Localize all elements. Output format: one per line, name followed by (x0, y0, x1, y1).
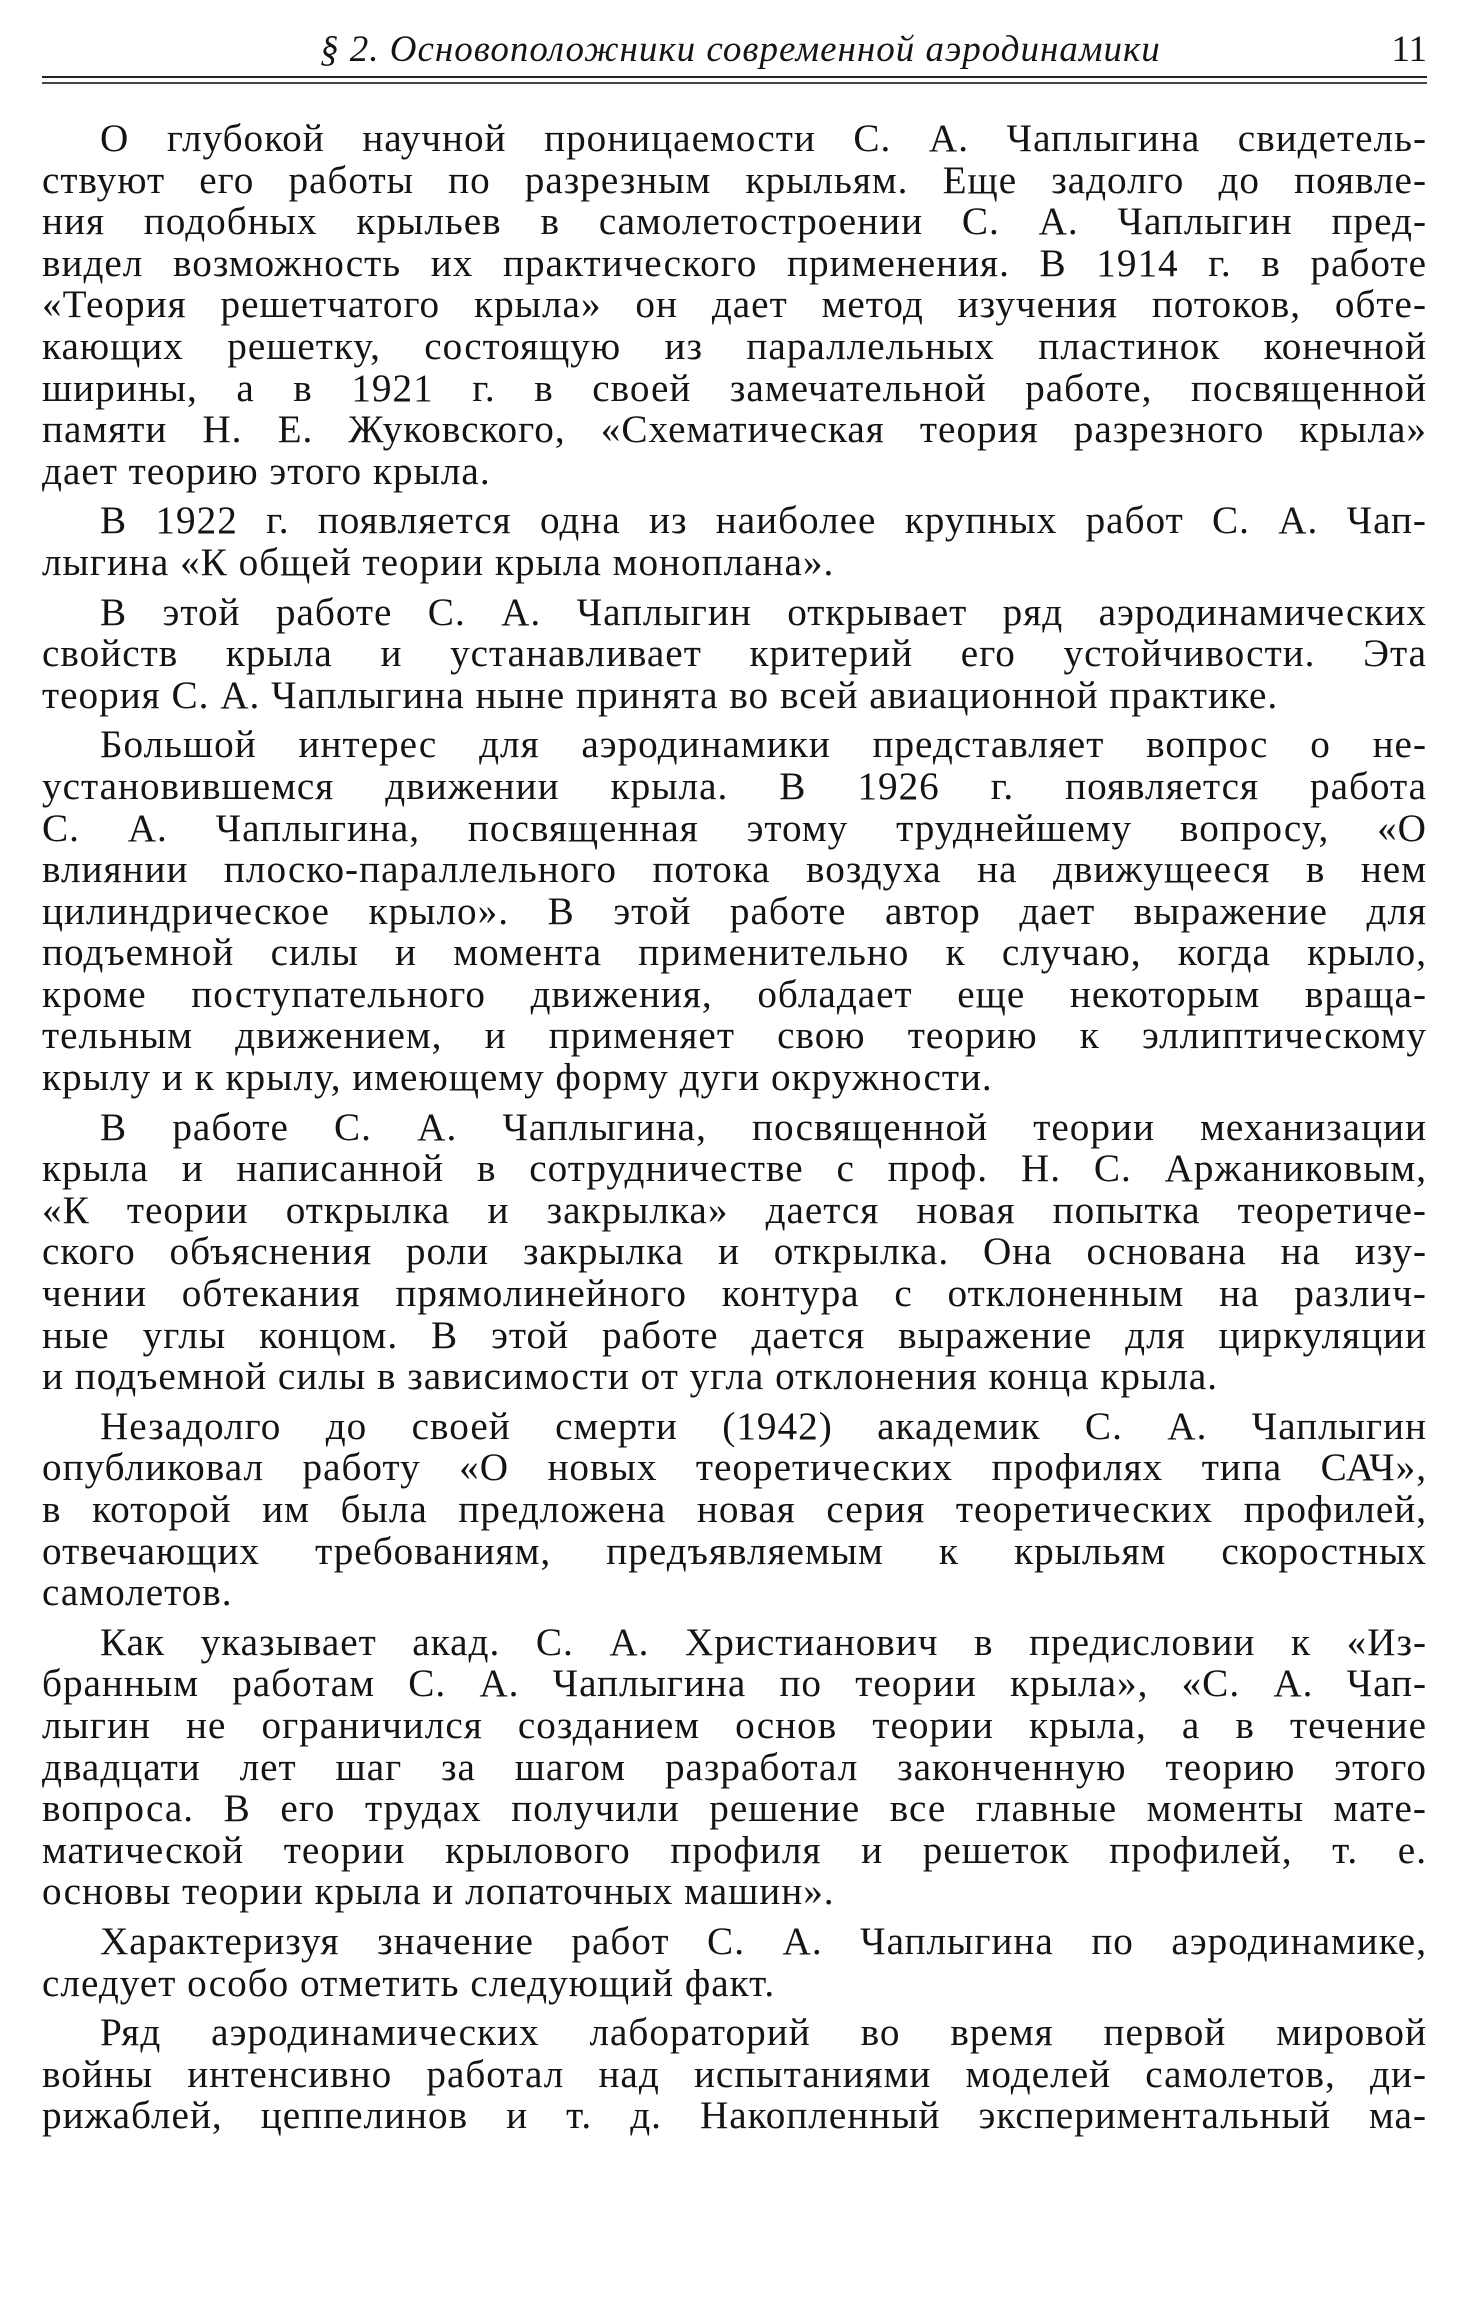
header-rule-double (42, 82, 1427, 84)
text-line: в которой им была предложена новая серия теоретических профилей, (42, 1488, 1427, 1531)
text-line: свойств крыла и устанавливает критерий его устойчивости. Эта (42, 632, 1427, 676)
text-line: следует особо отметить следующий факт. (42, 1961, 776, 2005)
text-line: лыгина «К общей теории крыла моноплана». (42, 540, 835, 584)
paragraph (42, 1921, 1427, 2004)
text-line: подъемной силы и момента применительно к случаю, когда крыло, (42, 931, 1427, 975)
text-line: В работе С. А. Чаплыгина, посвященной теории механизации (100, 1105, 1427, 1149)
text-line: Большой интерес для аэродинамики представляет вопрос о не- (100, 723, 1427, 767)
paragraph (42, 500, 1427, 583)
text-line: В этой работе С. А. Чаплыгин открывает ряд аэродинамических (100, 590, 1427, 634)
text-line: дает теорию этого крыла. (42, 449, 491, 493)
text-line: памяти Н. Е. Жуковского, «Схематическая теория разрезного крыла» (42, 408, 1427, 452)
paragraph (42, 118, 1427, 492)
text-line: Характеризуя значение работ С. А. Чаплыгина по аэродинамике, (100, 1919, 1427, 1963)
text-line: Незадолго до своей смерти (1942) академик С. А. Чаплыгин (100, 1404, 1427, 1448)
text-line: ского объяснения роли закрылка и открылка. Она основана на изу- (42, 1230, 1427, 1274)
text-line: тельным движением, и применяет свою теорию к эллиптическому (42, 1014, 1427, 1058)
text-line: «К теории открылка и закрылка» дается новая попытка теоретиче- (42, 1188, 1427, 1232)
text-line: ствуют его работы по разрезным крыльям. Еще задолго до появле- (42, 158, 1427, 202)
text-line: кающих решетку, состоящую из параллельных пластинок конечной (42, 324, 1427, 368)
text-line: ширины, а в 1921 г. в своей замечательной работе, посвященной (42, 366, 1427, 410)
text-line: теория С. А. Чаплыгина ныне принята во всей авиационной практике. (42, 673, 1279, 717)
text-line: вопроса. В его трудах получили решение все главные моменты мате- (42, 1787, 1427, 1831)
text-line: С. А. Чаплыгина, посвященная этому труднейшему вопросу, «О (42, 806, 1427, 850)
text-line: крыла и написанной в сотрудничестве с проф. Н. С. Аржаниковым, (42, 1147, 1427, 1191)
paragraph (42, 1406, 1427, 1614)
text-line: установившемся движении крыла. В 1926 г. появляется работа (42, 764, 1427, 808)
text-line: самолетов. (42, 1571, 233, 1615)
text-line: О глубокой научной проницаемости С. А. Чаплыгина свидетель- (100, 117, 1427, 160)
text-line: лыгин не ограничился созданием основ теории крыла, а в течение (42, 1703, 1427, 1747)
text-line: бранным работам С. А. Чаплыгина по теории крыла», «С. А. Чап- (42, 1662, 1427, 1706)
text-line: Ряд аэродинамических лабораторий во время первой мировой (100, 2011, 1427, 2055)
body-text (42, 118, 1427, 2145)
running-header (42, 18, 1427, 78)
text-line: видел возможность их практического применения. В 1914 г. в работе (42, 241, 1427, 285)
text-line: опубликовал работу «О новых теоретических профилях типа САЧ», (42, 1446, 1427, 1490)
text-line: кроме поступательного движения, обладает еще некоторым враща- (42, 972, 1427, 1016)
paragraph (42, 2012, 1427, 2137)
page-number: 11 (1391, 29, 1427, 70)
text-line: рижаблей, цеппелинов и т. д. Накопленный экспериментальный ма- (42, 2094, 1427, 2138)
text-line: «Теория решетчатого крыла» он дает метод изучения потоков, обте- (42, 283, 1427, 327)
text-line: крылу и к крылу, имеющему форму дуги окружности. (42, 1056, 993, 1100)
text-line: отвечающих требованиям, предъявляемым к крыльям скоростных (42, 1529, 1427, 1573)
text-line: цилиндрическое крыло». В этой работе автор дает выражение для (42, 889, 1427, 933)
text-line: влиянии плоско-параллельного потока воздуха на движущееся в нем (42, 848, 1427, 892)
text-line: чении обтекания прямолинейного контура с отклоненным на различ- (42, 1272, 1427, 1316)
text-line: ния подобных крыльев в самолетостроении С. А. Чаплыгин пред- (42, 200, 1427, 244)
text-line: В 1922 г. появляется одна из наиболее крупных работ С. А. Чап- (100, 499, 1427, 543)
paragraph (42, 1107, 1427, 1398)
text-line: Как указывает акад. С. А. Христианович в предисловии к «Из- (100, 1620, 1427, 1664)
text-line: и подъемной силы в зависимости от угла отклонения конца крыла. (42, 1355, 1219, 1399)
text-line: основы теории крыла и лопаточных машин». (42, 1870, 835, 1914)
text-line: матической теории крылового профиля и решеток профилей, т. е. (42, 1828, 1427, 1872)
text-line: войны интенсивно работал над испытаниями моделей самолетов, ди- (42, 2052, 1427, 2096)
header-rule (42, 76, 1427, 78)
paragraph (42, 1622, 1427, 1913)
text-line: ные углы концом. В этой работе дается выражение для циркуляции (42, 1313, 1427, 1357)
text-line: двадцати лет шаг за шагом разработал законченную теорию этого (42, 1745, 1427, 1789)
section-title: § 2. Основоположники современной аэродинамики (320, 29, 1161, 70)
paragraph (42, 724, 1427, 1098)
paragraph (42, 592, 1427, 717)
